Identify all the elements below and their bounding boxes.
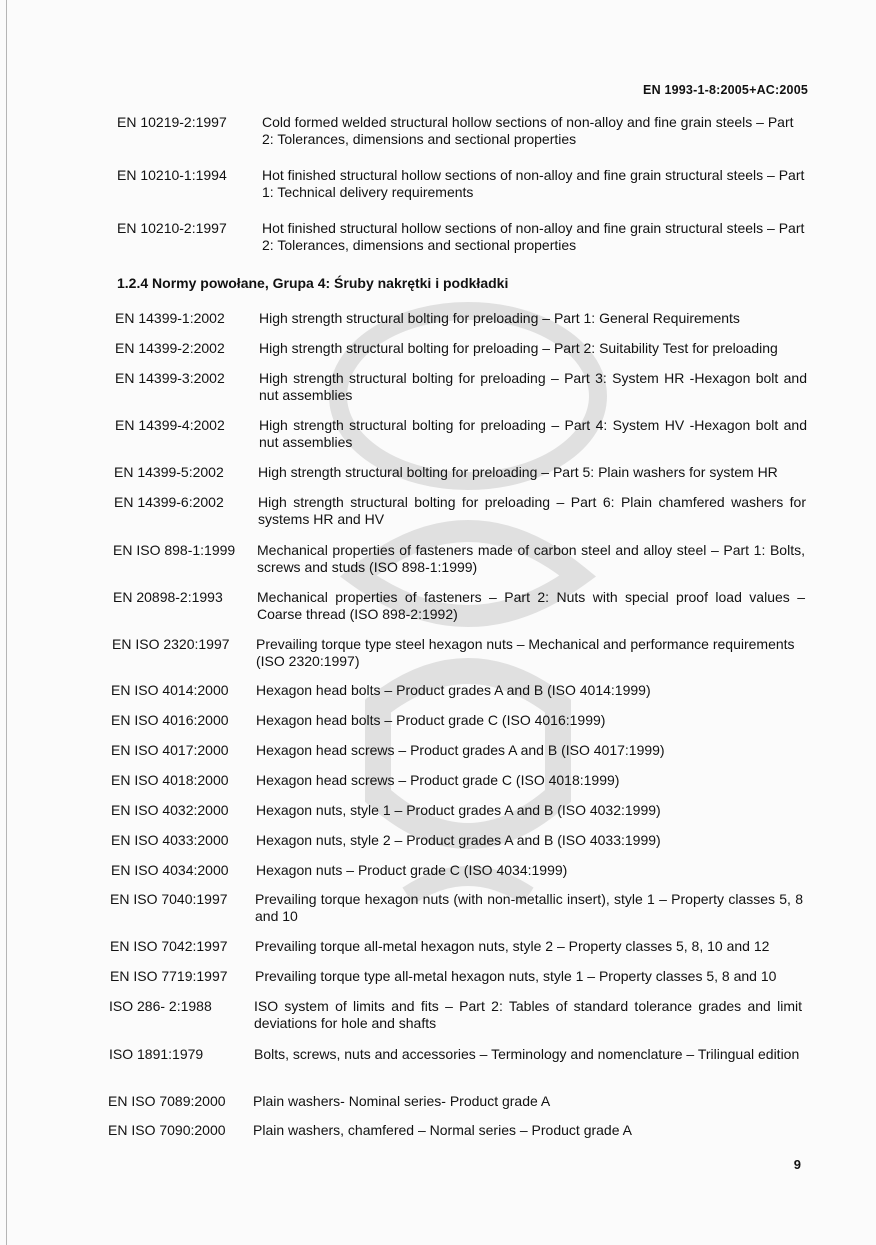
standard-code: EN ISO 898-1:1999 [113, 542, 236, 558]
standard-title: Hexagon head bolts – Product grades A and B (ISO 4014:1999) [256, 682, 651, 698]
standard-title: Prevailing torque type steel hexagon nuts – Mechanical and performance requirements (ISO 2320:1997) [256, 636, 795, 669]
standard-code: EN ISO 7040:1997 [110, 891, 228, 907]
standard-title: High strength structural bolting for preloading – Part 6: Plain chamfered washers for systems HR and HV [258, 494, 806, 527]
standard-title: Hexagon nuts, style 2 – Product grades A and B (ISO 4033:1999) [256, 832, 661, 848]
standard-title: High strength structural bolting for preloading – Part 4: System HV -Hexagon bolt and nut assemblies [259, 417, 807, 450]
standard-code: ISO 286- 2:1988 [109, 998, 212, 1014]
standard-code: EN ISO 7089:2000 [108, 1093, 226, 1109]
standard-code: EN ISO 4014:2000 [111, 682, 229, 698]
standard-code: EN 14399-3:2002 [115, 370, 225, 386]
standard-title: High strength structural bolting for preloading – Part 5: Plain washers for system HR [258, 464, 778, 480]
standard-code: ISO 1891:1979 [109, 1046, 204, 1062]
standard-code: EN ISO 2320:1997 [112, 636, 230, 652]
standard-title: Mechanical properties of fasteners made of carbon steel and alloy steel – Part 1: Bolts, screws and studs (ISO 898-1:1999) [257, 542, 805, 575]
standard-title: Plain washers- Nominal series- Product grade A [253, 1093, 551, 1109]
standard-code: EN 14399-2:2002 [115, 340, 225, 356]
standard-code: EN 20898-2:1993 [113, 589, 223, 605]
standard-title: Prevailing torque hexagon nuts (with non-metallic insert), style 1 – Property classes 5, 8 and 10 [255, 891, 803, 924]
standard-title: Hexagon nuts, style 1 – Product grades A and B (ISO 4032:1999) [256, 802, 661, 818]
standard-code: EN ISO 4033:2000 [111, 832, 229, 848]
standard-title: Hexagon head bolts – Product grade C (ISO 4016:1999) [256, 712, 606, 728]
standard-code: EN 14399-5:2002 [114, 464, 224, 480]
standard-code: EN ISO 4034:2000 [111, 862, 229, 878]
standard-title: Hot finished structural hollow sections of non-alloy and fine grain structural steels – Part 2: Tolerances, dimensions and sectional properties [262, 220, 805, 253]
standard-title: Hexagon head screws – Product grade C (ISO 4018:1999) [256, 772, 620, 788]
standard-title: Cold formed welded structural hollow sections of non-alloy and fine grain steels – Part 2: Tolerances, dimensions and sectional properties [262, 114, 794, 147]
standard-code: EN 14399-1:2002 [115, 310, 225, 326]
page-binding-edge [6, 0, 7, 1245]
standard-title: Hot finished structural hollow sections of non-alloy and fine grain structural steels – Part 1: Technical delivery requirements [262, 167, 805, 200]
standard-code: EN 14399-4:2002 [115, 417, 225, 433]
standard-code: EN 14399-6:2002 [114, 494, 224, 510]
standard-code: EN ISO 4016:2000 [111, 712, 229, 728]
standard-title: Prevailing torque type all-metal hexagon nuts, style 1 – Property classes 5, 8 and 10 [255, 968, 777, 984]
standard-code: EN ISO 7042:1997 [110, 938, 228, 954]
standard-title: Prevailing torque all-metal hexagon nuts, style 2 – Property classes 5, 8, 10 and 12 [255, 938, 770, 954]
standard-code: EN 10219-2:1997 [117, 114, 227, 130]
section-heading: 1.2.4 Normy powołane, Grupa 4: Śruby nakrętki i podkładki [117, 275, 509, 291]
standard-title: Bolts, screws, nuts and accessories – Terminology and nomenclature – Trilingual edition [254, 1046, 800, 1062]
standard-code: EN ISO 4017:2000 [111, 742, 229, 758]
standard-title: ISO system of limits and fits – Part 2: Tables of standard tolerance grades and limit deviations for hole and shafts [254, 998, 802, 1031]
standard-code: EN ISO 4032:2000 [111, 802, 229, 818]
standard-code: EN ISO 7090:2000 [108, 1122, 226, 1138]
document-id-header: EN 1993-1-8:2005+AC:2005 [643, 83, 808, 97]
standard-code: EN ISO 7719:1997 [110, 968, 228, 984]
standard-title: High strength structural bolting for preloading – Part 3: System HR -Hexagon bolt and nut assemblies [259, 370, 807, 403]
standard-title: Plain washers, chamfered – Normal series – Product grade A [253, 1122, 632, 1138]
standard-title: High strength structural bolting for preloading – Part 1: General Requirements [259, 310, 740, 326]
standard-title: High strength structural bolting for preloading – Part 2: Suitability Test for preloading [259, 340, 778, 356]
standard-title: Hexagon nuts – Product grade C (ISO 4034:1999) [256, 862, 568, 878]
standard-title: Hexagon head screws – Product grades A and B (ISO 4017:1999) [256, 742, 665, 758]
standard-title: Mechanical properties of fasteners – Part 2: Nuts with special proof load values – Coarse thread (ISO 898-2:1992) [257, 589, 805, 622]
standard-code: EN 10210-1:1994 [117, 167, 227, 183]
page-number: 9 [793, 1157, 801, 1172]
standard-code: EN 10210-2:1997 [117, 220, 227, 236]
standard-code: EN ISO 4018:2000 [111, 772, 229, 788]
